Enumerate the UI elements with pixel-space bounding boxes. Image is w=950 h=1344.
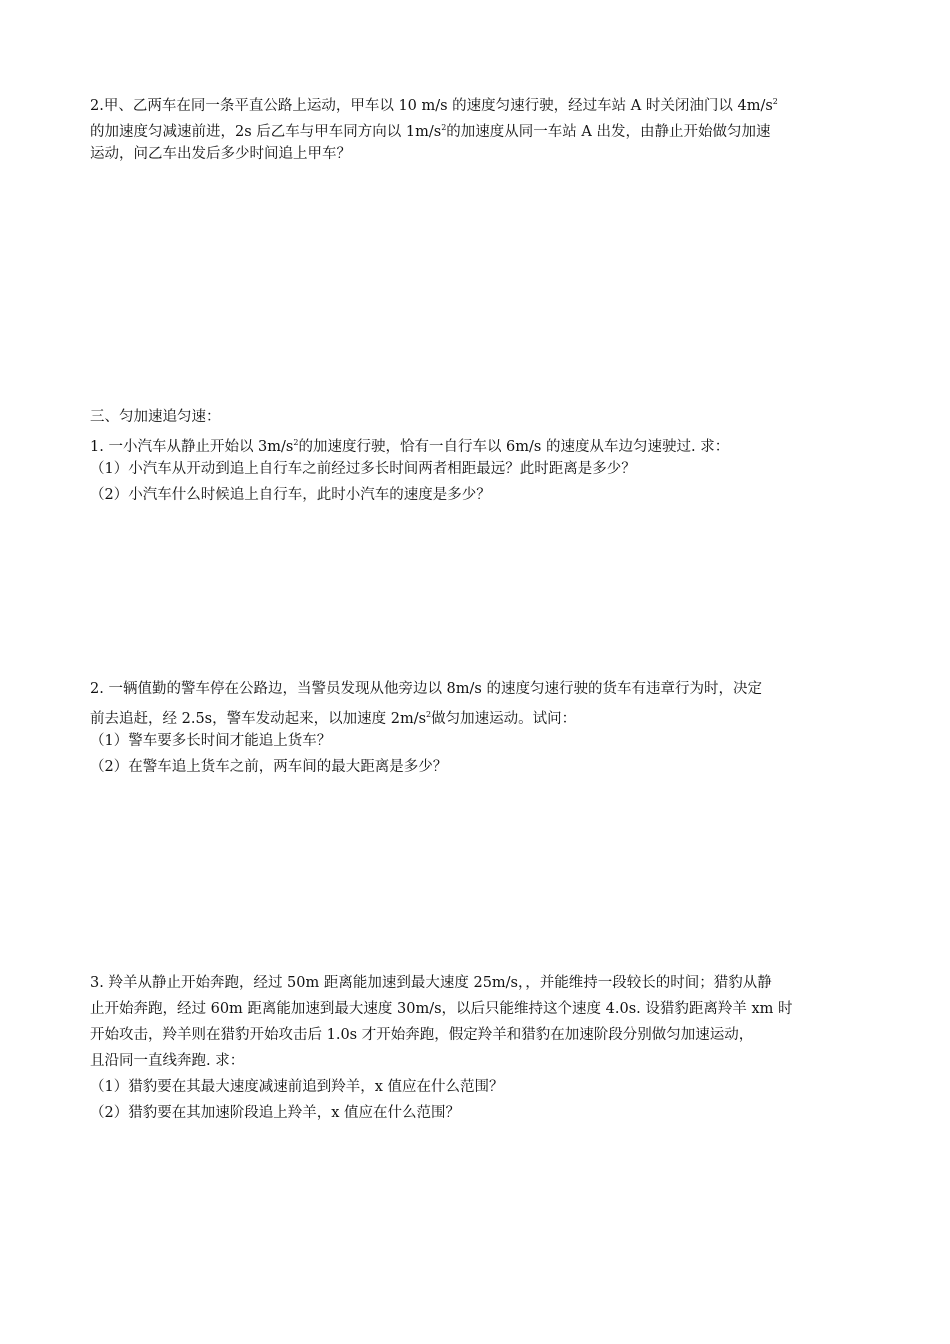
superscript: 2 <box>772 97 778 106</box>
problem-line: 且沿同一直线奔跑. 求： <box>90 1053 245 1069</box>
section-3 <box>90 404 865 508</box>
problem-line: 3. 羚羊从静止开始奔跑，经过 50m 距离能加速到最大速度 25m/s，，并能维持一段较长的时间；猎豹从静 <box>90 975 772 991</box>
sub-question: （2）小汽车什么时候追上自行车，此时小汽车的速度是多少？ <box>90 487 491 503</box>
section-3-problem-2 <box>90 676 865 780</box>
sub-question: （1）猎豹要在其最大速度减速前追到羚羊，x 值应在什么范围？ <box>90 1079 504 1095</box>
section-heading: 三、匀加速追匀速： <box>90 409 221 425</box>
problem-line: 开始攻击，羚羊则在猎豹开始攻击后 1.0s 才开始奔跑，假定羚羊和猎豹在加速阶段分别做匀加速运动， <box>90 1027 754 1043</box>
sub-question: （2）猎豹要在其加速阶段追上羚羊，x 值应在什么范围？ <box>90 1105 461 1121</box>
problem-2-chase <box>90 89 865 167</box>
problem-line: 止开始奔跑，经过 60m 距离能加速到最大速度 30m/s，以后只能维持这个速度 4.0s. 设猎豹距离羚羊 xm 时 <box>90 1001 793 1017</box>
problem-line: 的加速度匀减速前进，2s 后乙车与甲车同方向以 $1m/s^2$的加速度从同一车站 A 出发，由静止开始做匀加速 <box>90 123 771 140</box>
problem-line: 运动，问乙车出发后多少时间追上甲车？ <box>90 146 351 162</box>
problem-line: 前去追赶，经 2.5s，警车发动起来，以加速度 $2m/s^2$做匀加速运动。试问： <box>90 710 577 727</box>
problem-line: 2.甲、乙两车在同一条平直公路上运动，甲车以 10 m/s 的速度匀速行驶，经过车站 A 时关闭油门以 $4m/s^2$ <box>90 97 778 114</box>
problem-line: 2. 一辆值勤的警车停在公路边，当警员发现从他旁边以 8m/s 的速度匀速行驶的货车有违章行为时，决定 <box>90 681 762 697</box>
sub-question: （2）在警车追上货车之前，两车间的最大距离是多少？ <box>90 759 448 775</box>
sub-question: （1）警车要多长时间才能追上货车？ <box>90 733 332 749</box>
section-3-problem-3 <box>90 970 865 1126</box>
problem-line: 1. 一小汽车从静止开始以 $3m/s^2$的加速度行驶，恰有一自行车以 6m/s 的速度从车边匀速驶过. 求： <box>90 438 730 455</box>
sub-question: （1）小汽车从开动到追上自行车之前经过多长时间两者相距最远？此时距离是多少？ <box>90 461 636 477</box>
superscript: 2 <box>426 710 432 719</box>
superscript: 2 <box>293 438 299 447</box>
superscript: 2 <box>441 123 447 132</box>
